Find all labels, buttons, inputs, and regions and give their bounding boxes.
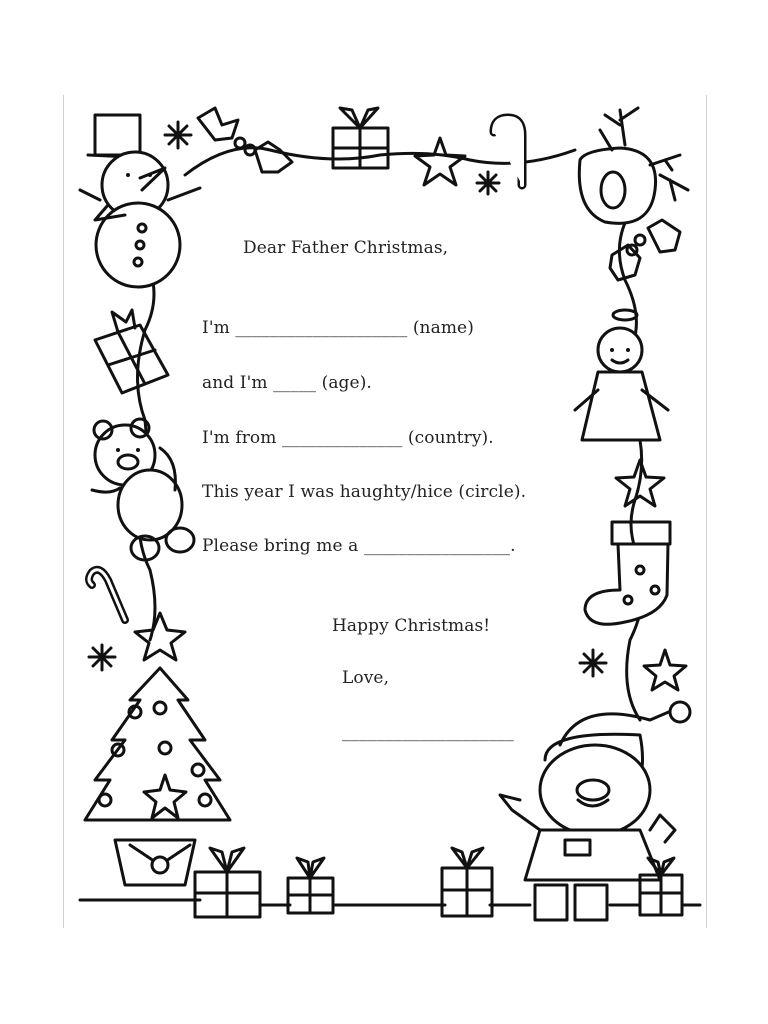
present-icon-bottom-3	[442, 848, 492, 916]
letter-name-line: I'm ____________________ (name)	[202, 318, 474, 338]
letter-age-line: and I'm _____ (age).	[202, 373, 372, 393]
letter-closing: Happy Christmas!	[332, 616, 491, 636]
present-icon-bottom-2	[288, 858, 333, 913]
holly-icon-top	[198, 108, 292, 172]
present-icon-left	[95, 310, 168, 393]
letter-request-line: Please bring me a _________________.	[202, 536, 516, 556]
star-icon-top	[415, 138, 465, 185]
letter-country-line: I'm from ______________ (country).	[202, 428, 494, 448]
letter-love: Love,	[342, 668, 390, 688]
stocking-icon	[585, 522, 670, 624]
letter-greeting: Dear Father Christmas,	[243, 238, 449, 258]
present-icon-bottom-1	[195, 848, 260, 917]
letter-behaviour-line: This year I was haughty/hice (circle).	[202, 482, 527, 502]
snowflake-icon	[89, 122, 606, 676]
letter-signature-line: ____________________	[342, 722, 514, 742]
reindeer-icon	[579, 108, 688, 223]
holly-icon-right	[610, 220, 680, 280]
star-icon-right-lower	[644, 650, 686, 690]
angel-icon	[575, 310, 668, 440]
teddy-bear-icon	[92, 419, 194, 560]
